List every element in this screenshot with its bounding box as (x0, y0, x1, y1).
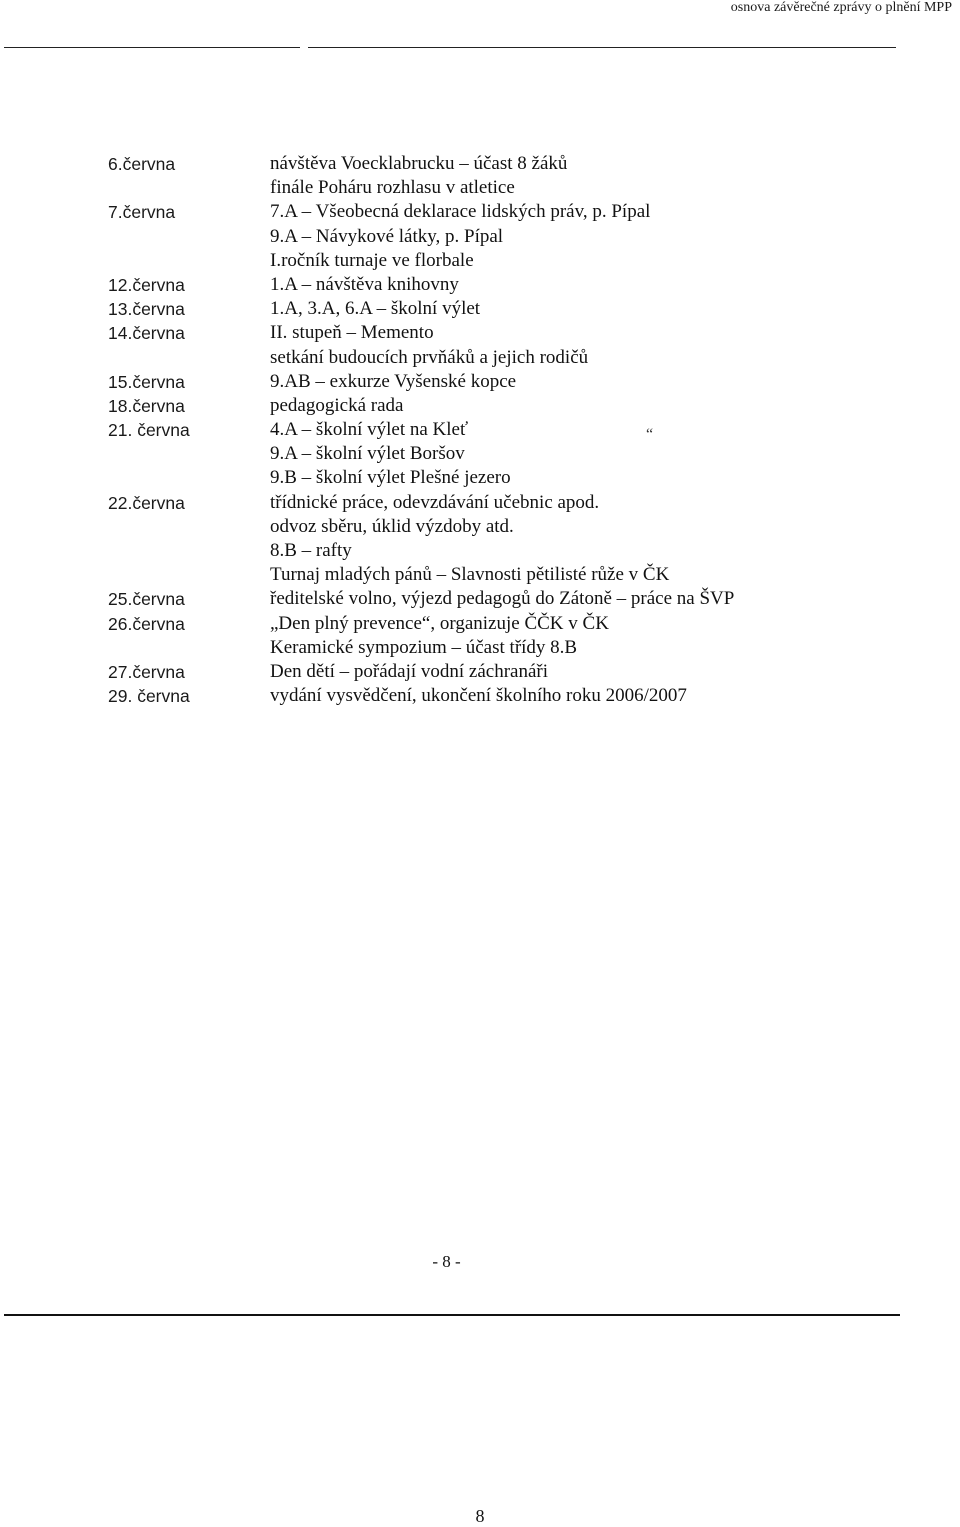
entry-date: 29. června (108, 686, 190, 707)
entry-text: odvoz sběru, úklid výzdoby atd. (270, 515, 514, 537)
entry-date: 26.června (108, 613, 185, 634)
schedule-list (0, 152, 960, 708)
entry-text: 4.A – školní výlet na Kleť (270, 419, 469, 441)
header-rule-gap (300, 45, 308, 50)
entry-text: 8.B – rafty (270, 540, 352, 561)
entry-text: finále Poháru rozhlasu v atletice (270, 177, 515, 199)
entry-text: 9.B – školní výlet Plešné jezero (270, 467, 511, 489)
header-rule (4, 47, 896, 48)
schedule-entry (0, 539, 960, 563)
schedule-entry (0, 346, 960, 370)
entry-text: 1.A, 3.A, 6.A – školní výlet (270, 298, 481, 320)
schedule-entry (0, 612, 960, 636)
page-label: - 8 - (432, 1252, 461, 1271)
schedule-entry (0, 442, 960, 466)
entry-text: setkání budoucích prvňáků a jejich rodičů (270, 346, 589, 368)
schedule-entry (0, 515, 960, 539)
entry-date: 18.června (108, 395, 185, 416)
schedule-entry (0, 273, 960, 297)
entry-text: 7.A – Všeobecná deklarace lidských práv, p. Pípal (270, 201, 651, 223)
schedule-entry (0, 200, 960, 224)
entry-date: 7.června (108, 202, 176, 223)
schedule-entry (0, 563, 960, 587)
entry-text: 1.A – návštěva knihovny (270, 273, 459, 295)
schedule-entry (0, 466, 960, 490)
entry-text: Keramické sympozium – účast třídy 8.B (270, 636, 578, 658)
schedule-entry (0, 491, 960, 515)
schedule-entry (0, 321, 960, 345)
schedule-entry (0, 684, 960, 708)
entry-text: Den dětí – pořádají vodní záchranáři (270, 660, 549, 682)
entry-text: 9.AB – exkurze Vyšenské kopce (270, 370, 517, 392)
schedule-entry (0, 660, 960, 684)
schedule-entry (0, 587, 960, 611)
schedule-entry (0, 249, 960, 273)
stray-quote-mark: “ (646, 426, 654, 443)
entry-text: I.ročník turnaje ve florbale (270, 249, 474, 271)
entry-text: Turnaj mladých pánů – Slavnosti pětilisté růže v ČK (270, 564, 670, 586)
entry-text: „Den plný prevence“, organizuje ČČK v ČK (270, 612, 609, 634)
entry-date: 25.června (108, 589, 185, 610)
entry-date: 14.června (108, 323, 185, 344)
schedule-entry (0, 225, 960, 249)
entry-text: II. stupeň – Memento (270, 322, 434, 344)
entry-date: 12.června (108, 274, 185, 295)
entry-date: 27.června (108, 661, 185, 682)
entry-date: 21. června (108, 420, 190, 441)
entry-text: vydání vysvědčení, ukončení školního roku 2006/2007 (270, 685, 687, 707)
entry-text: 9.A – školní výlet Boršov (270, 443, 465, 465)
schedule-entry (0, 297, 960, 321)
entry-date: 22.června (108, 492, 185, 513)
entry-text: pedagogická rada (270, 394, 404, 416)
footer-rule (4, 1314, 900, 1316)
page-number: 8 (475, 1506, 485, 1526)
entry-text: 9.A – Návykové látky, p. Pípal (270, 225, 504, 247)
entry-date: 13.června (108, 299, 185, 320)
schedule-entry (0, 394, 960, 418)
entry-date: 15.června (108, 371, 185, 392)
header-title: osnova závěrečné zprávy o plnění MPP (730, 0, 952, 15)
schedule-entry (0, 636, 960, 660)
schedule-entry (0, 418, 960, 442)
entry-text: ředitelské volno, výjezd pedagogů do Zátoně – práce na ŠVP (270, 588, 735, 610)
schedule-entry (0, 152, 960, 176)
schedule-entry (0, 176, 960, 200)
entry-text: třídnické práce, odevzdávání učebnic apod. (270, 491, 600, 513)
entry-text: návštěva Voecklabrucku – účast 8 žáků (270, 153, 568, 174)
entry-date: 6.června (108, 154, 176, 174)
schedule-entry (0, 370, 960, 394)
